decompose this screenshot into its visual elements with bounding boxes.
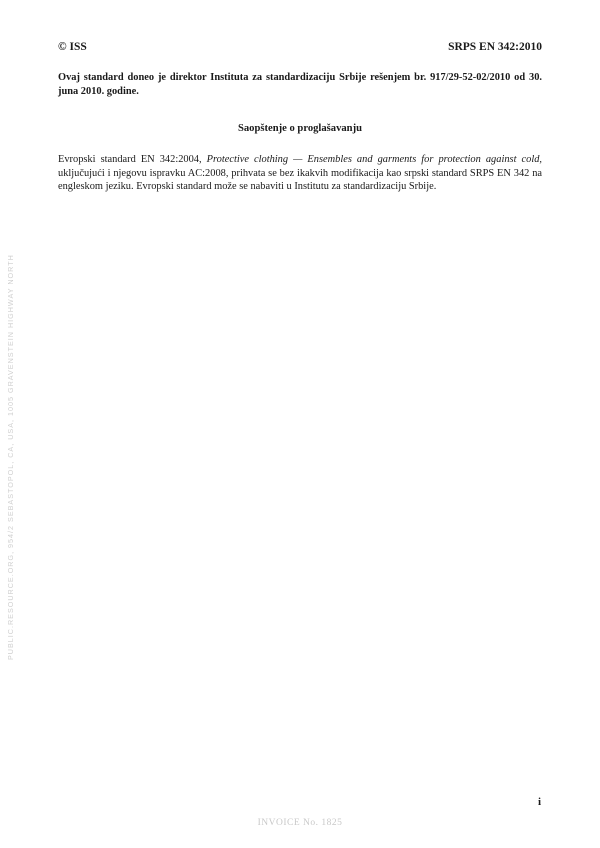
announcement-paragraph — [58, 153, 542, 194]
announcement-text-start: Evropski standard EN 342:2004, — [58, 154, 207, 165]
section-title: Saopštenje o proglašavanju — [237, 123, 362, 134]
standard-title-italic: Protective clothing — Ensembles and garments for protection against cold, — [206, 154, 543, 165]
announcement-text-end: uključujući i njegovu ispravku AC:2008, prihvata se bez ikakvih modifikacija kao srpski standard SRPS EN 342 na engleskom jeziku. Evropski standard može se nabaviti u Institutu za standardizaciju Srbije. — [58, 167, 542, 192]
copyright-label: © ISS — [58, 41, 87, 53]
invoice-stamp: INVOICE No. 1825 — [257, 818, 343, 828]
page-number: i — [537, 796, 541, 808]
adoption-note: Ovaj standard doneo je direktor Instituta za standardizaciju Srbije rešenjem br. 917/29-52-02/2010 od 30. juna 2010. godine. — [58, 72, 542, 97]
side-watermark: PUBLIC.RESOURCE.ORG, 954/2 SEBASTOPOL, CA, USA, 1005 GRAVENSTEIN HIGHWAY NORTH — [6, 254, 15, 660]
standard-code: SRPS EN 342:2010 — [448, 41, 542, 53]
